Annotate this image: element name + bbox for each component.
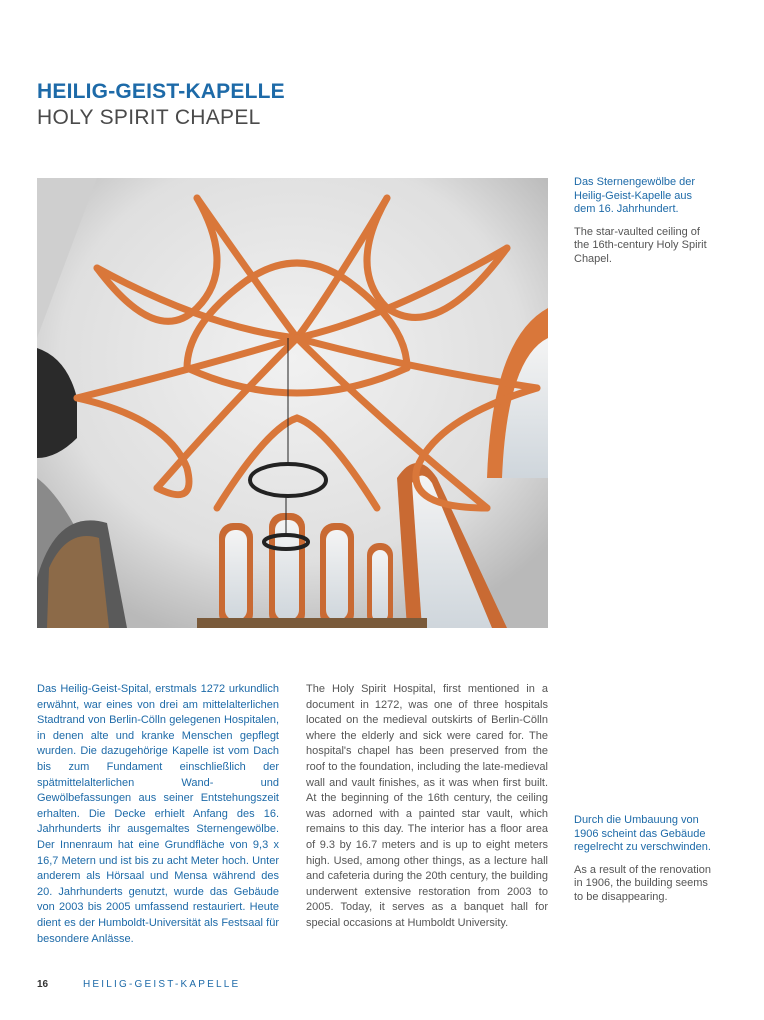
- body-text-de: Das Heilig-Geist-Spital, erstmals 1272 urkundlich erwähnt, war eines von drei am mittelalterlichen Stadtrand von Berlin-Cölln gelegenen Hospitalen, in denen alte und kranke Menschen gepflegt wurden. Die dazugehörige Kapelle ist vom Dach bis zum Fundament einschließlich der spätmittelalterlichen Wand- und Gewölbefassungen aus seiner Entstehungszeit erhalten. Die Decke erhielt Anfang des 16. Jahrhunderts ihr ausgemaltes Sternengewölbe. Der Innenraum hat eine Grundfläche von 9,3 x 16,7 Metern und ist bis zu acht Meter hoch. Unter anderem als Hörsaal und Mensa während des 20. Jahrhunderts genutzt, wurde das Gebäude von 2003 bis 2005 umfassend restauriert. Heute dient es der Humboldt-Universität als Festsaal für besondere Anlässe.: [37, 683, 279, 945]
- photo-caption-de: Das Sternengewölbe der Heilig-Geist-Kapelle aus dem 16. Jahrhundert.: [574, 176, 696, 216]
- body-text-en: The Holy Spirit Hospital, first mentioned in a document in 1272, was one of three hospitals located on the medieval outskirts of Berlin-Cölln where the elderly and sick were cared for. The hospital's chapel has been preserved from the roof to the foundation, including the late-medieval wall and vault finishes, as it was when first built. At the beginning of the 16th century, the ceiling was adorned with a painted star vault, which remains to this day. The interior has a floor area of 9.3 by 16.7 meters and is up to eight meters high. Used, among other things, as a lecture hall and cafeteria during the 20th century, the building underwent extensive restoration from 2003 to 2005. Today, it serves as a banquet hall for special occasions at Humboldt University.: [306, 683, 548, 929]
- photo-caption-en: The star-vaulted ceiling of the 16th-century Holy Spirit Chapel.: [574, 225, 707, 265]
- side-note-en: As a result of the renovation in 1906, the building seems to be disappearing.: [574, 863, 711, 903]
- photo-caption: [574, 176, 714, 276]
- side-note-de: Durch die Umbauung von 1906 scheint das Gebäude regelrecht zu verschwinden.: [574, 814, 711, 854]
- vault-illustration: [37, 178, 548, 628]
- page-footer: [37, 979, 241, 990]
- page-title: HEILIG-GEIST-KAPELLE: [37, 80, 285, 103]
- star-vault-ceiling-photo: [37, 178, 548, 628]
- side-note: [574, 814, 714, 914]
- running-head: HEILIG-GEIST-KAPELLE: [83, 979, 241, 990]
- page-number: 16: [37, 979, 49, 990]
- page-subtitle: HOLY SPIRIT CHAPEL: [37, 106, 261, 129]
